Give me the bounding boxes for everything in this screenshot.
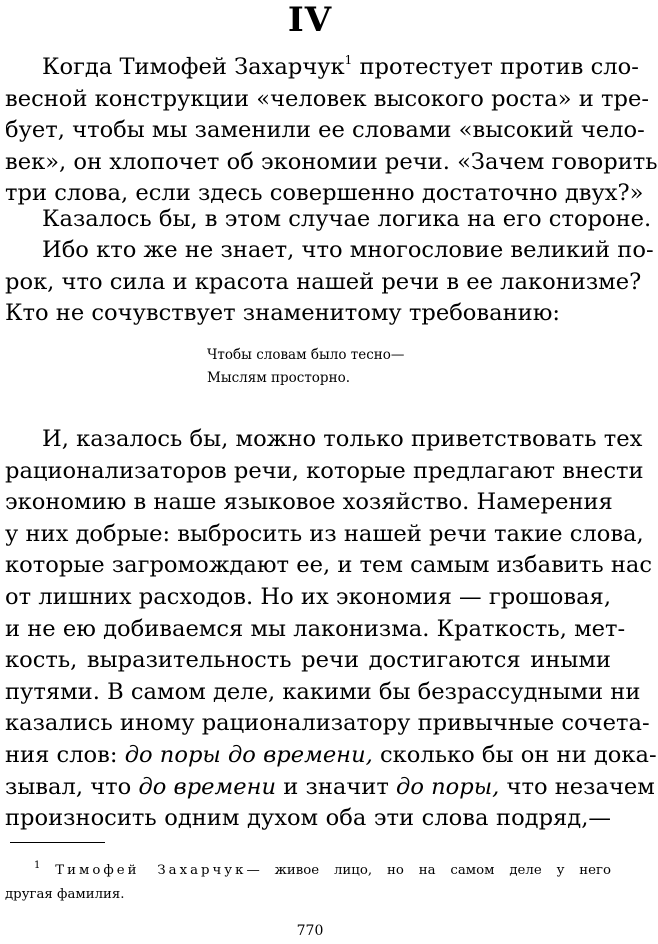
paragraph-2: [5, 204, 652, 236]
text-segment: Когда Тимофей Захарчук: [42, 54, 345, 80]
footnote-marker[interactable]: 1: [344, 53, 353, 67]
paragraph-1-line-4: век», он хлопочет об экономии речи. «Зачем говорить: [5, 148, 658, 175]
paragraph-1-line-1: [5, 52, 639, 84]
paragraph-4-line-9: путями. В самом деле, какими бы безрассудными ни: [5, 678, 641, 705]
paragraph-1: [5, 52, 658, 210]
text-segment: протестует против сло-: [359, 54, 639, 80]
footnote-number: 1: [34, 860, 41, 871]
paragraph-3-line-2: рок, что сила и красота нашей речи в ее лаконизме?: [5, 268, 642, 295]
paragraph-4-line-2: рационализаторов речи, которые предлагают внести: [5, 457, 644, 484]
paragraph-4-line-3: экономию в наше языковое хозяйство. Намерения: [5, 489, 613, 516]
paragraph-3-line-3: Кто не сочувствует знаменитому требованию:: [5, 300, 561, 327]
paragraph-4-line-4: у них добрые: выбросить из нашей речи такие слова,: [5, 520, 644, 547]
paragraph-4-line-8: кость, выразительность речи достигаются иными: [5, 647, 611, 674]
paragraph-4: [5, 424, 657, 835]
footnote-name: Тимофей Захарчук: [55, 863, 247, 878]
text-segment: сколько бы он ни дока-: [372, 741, 657, 768]
text-segment: и значит: [276, 773, 397, 800]
paragraph-4-line-5: которые загромождают ее, и тем самым избавить нас: [5, 552, 653, 579]
footnote-line-1: [5, 859, 611, 883]
text-segment: ния слов:: [5, 741, 125, 768]
paragraph-3: [5, 235, 654, 330]
verse-line-2: Мыслям просторно.: [207, 370, 350, 386]
italic-phrase: до времени: [138, 773, 277, 800]
paragraph-1-line-3: бует, чтобы мы заменили ее словами «высокий чело-: [5, 117, 645, 144]
paragraph-4-line-13: произносить одним духом оба эти слова подряд,—: [5, 805, 611, 832]
paragraph-4-line-10: казались иному рационализатору привычные сочета-: [5, 710, 650, 737]
paragraph-4-line-11: [5, 740, 657, 772]
text-segment: зывал, что: [5, 773, 139, 800]
paragraph-1-line-2: весной конструкции «человек высокого роста» и тре-: [5, 85, 649, 112]
footnote-divider: [10, 842, 105, 843]
italic-phrase: до поры,: [396, 773, 500, 800]
footnote-line-2: другая фамилия.: [5, 887, 125, 902]
paragraph-4-line-7: и не ею добиваемся мы лаконизма. Краткость, мет-: [5, 615, 626, 642]
verse-quote: [207, 344, 404, 390]
footnote: [5, 859, 611, 907]
italic-phrase: до поры до времени,: [124, 741, 373, 768]
page-number: 770: [296, 923, 324, 939]
chapter-number: IV: [287, 0, 333, 40]
paragraph-3-line-1: Ибо кто же не знает, что многословие великий по-: [42, 237, 654, 263]
paragraph-4-line-1: И, казалось бы, можно только приветствовать тех: [42, 426, 643, 452]
paragraph-2-line-1: Казалось бы, в этом случае логика на его стороне.: [42, 206, 652, 232]
paragraph-4-line-6: от лишних расходов. Но их экономия — грошовая,: [5, 583, 611, 610]
text-segment: что незачем: [499, 773, 655, 800]
paragraph-4-line-12: [5, 772, 655, 804]
paragraph-1-line-5: три слова, если здесь совершенно достаточно двух?»: [5, 180, 644, 207]
footnote-text: — живое лицо, но на самом деле у него: [246, 863, 611, 878]
verse-line-1: Чтобы словам было тесно—: [207, 347, 405, 363]
